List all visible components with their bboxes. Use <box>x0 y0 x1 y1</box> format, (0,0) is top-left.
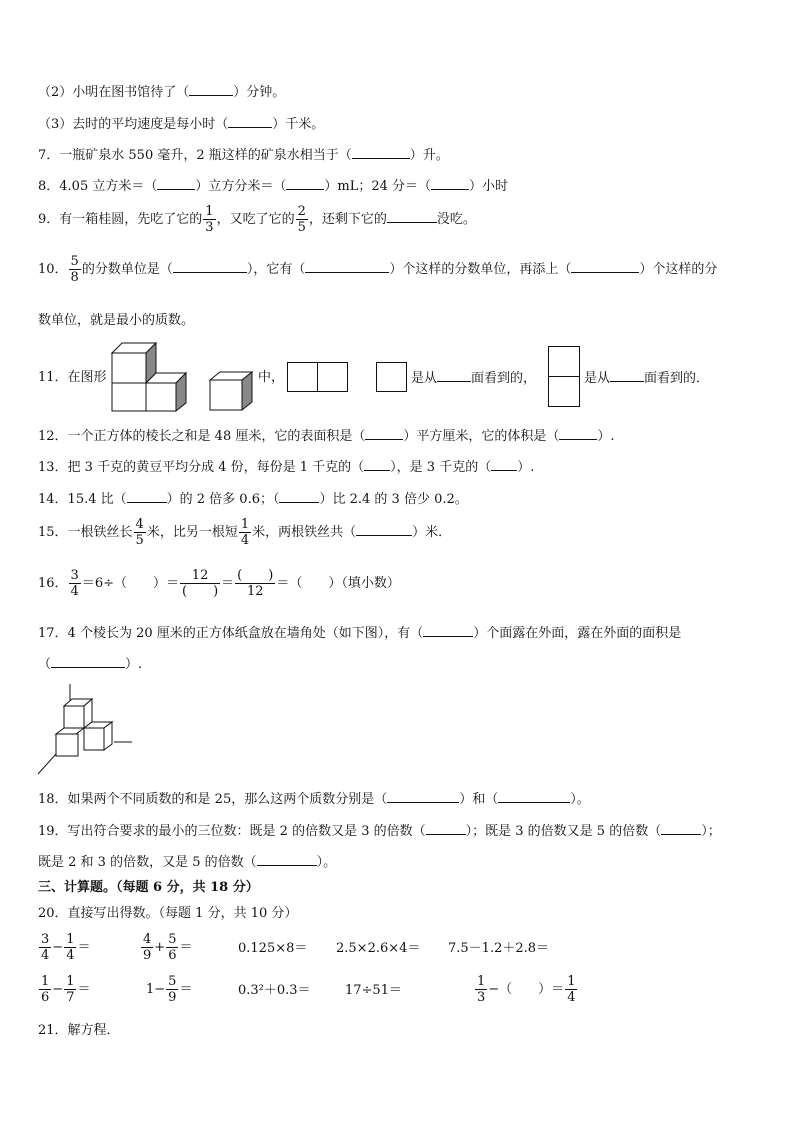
calc-b1: $\frac{1}{6}$ − $\frac{1}{7}$ ＝ <box>41 974 91 1005</box>
answer-blank[interactable] <box>189 83 233 96</box>
question-7: 7．一瓶矿泉水 550 毫升，2 瓶这样的矿泉水相当于（ ）升。 <box>38 148 449 163</box>
calc-b5: $\frac{1}{3}$ −（ ）＝ $\frac{1}{4}$ <box>477 974 576 1005</box>
question-12: 12．一个正方体的棱长之和是 48 厘米，它的表面积是（ ）平方厘米，它的体积是（ ）. <box>38 429 615 444</box>
answer-blank[interactable] <box>173 260 247 273</box>
answer-blank[interactable] <box>571 260 639 273</box>
fraction: $\frac{4}{5}$ <box>135 517 144 548</box>
question-8: 8．4.05 立方米＝（ ）立方分米＝（ ）mL；24 分＝（ ）小时 <box>38 179 509 194</box>
question-13: 13．把 3 千克的黄豆平均分成 4 份，每份是 1 千克的（ ），是 3 千克的（ ）. <box>38 460 535 475</box>
front-view-figure <box>287 362 349 394</box>
question-17: 17．4 个棱长为 20 厘米的正方体纸盒放在墙角处（如下图），有（ ）个面露在外面，露在外面的面积是 <box>38 626 682 641</box>
answer-blank[interactable] <box>286 177 324 190</box>
answer-blank[interactable] <box>498 790 570 803</box>
answer-blank[interactable] <box>305 260 389 273</box>
side-view-figure <box>376 362 408 394</box>
question-15: 15．一根铁丝长 $\frac{4}{5}$ 米，比另一根短 $\frac{1}{4}$ 米，两根铁丝共（ ）米． <box>38 517 452 548</box>
calc-b3: 0.3²＋0.3＝ <box>238 983 311 998</box>
cube-stack-figure <box>110 341 190 413</box>
question-18: 18．如果两个不同质数的和是 25，那么这两个质数分别是（ ）和（ ）。 <box>38 792 590 807</box>
single-cube-figure <box>208 370 256 412</box>
fraction: $\frac{1}{3}$ <box>205 204 214 235</box>
answer-blank[interactable] <box>157 177 195 190</box>
fraction: ( ) 12 <box>237 568 274 599</box>
question-11-label: 11．在图形 <box>38 370 107 385</box>
question-19-cont: 既是 2 和 3 的倍数，又是 5 的倍数（ ）。 <box>38 855 337 870</box>
answer-blank[interactable] <box>257 853 317 866</box>
fraction: $\frac{2}{5}$ <box>297 204 306 235</box>
calc-b4: 17÷51＝ <box>345 983 402 998</box>
answer-blank[interactable] <box>426 822 466 835</box>
answer-blank[interactable] <box>387 210 437 223</box>
answer-blank[interactable] <box>610 369 644 382</box>
question-11-part1: 是从 面看到的， <box>411 371 537 386</box>
fraction: $\frac{1}{4}$ <box>240 517 250 548</box>
answer-blank[interactable] <box>352 146 410 159</box>
question-20: 20．直接写出得数。（每题 1 分，共 10 分） <box>38 906 298 921</box>
answer-blank[interactable] <box>228 115 272 128</box>
answer-blank[interactable] <box>431 177 469 190</box>
answer-blank[interactable] <box>279 490 319 503</box>
question-17-cont: （ ）. <box>38 657 143 672</box>
q-sub2: （2）小明在图书馆待了（ ）分钟。 <box>38 85 286 100</box>
answer-blank[interactable] <box>356 523 412 536</box>
question-14: 14．15.4 比（ ）的 2 倍多 0.6；（ ）比 2.4 的 3 倍少 0.2。 <box>38 492 468 507</box>
question-16: 16． $\frac{3}{4}$ ＝6÷（ ）＝ 12 ( ) ＝ ( ) 12 ＝（ ）（填小数） <box>38 568 400 599</box>
calc-a2: $\frac{4}{9}$ + $\frac{5}{6}$ ＝ <box>143 932 193 963</box>
calc-a5: 7.5－1.2＋2.8＝ <box>448 941 550 956</box>
answer-blank[interactable] <box>559 427 597 440</box>
q-sub3: （3）去时的平均速度是每小时（ ）千米。 <box>38 117 325 132</box>
fraction: 12 ( ) <box>182 568 219 599</box>
calc-a4: 2.5×2.6×4＝ <box>336 941 421 956</box>
fraction: $\frac{3}{4}$ <box>70 568 79 599</box>
answer-blank[interactable] <box>51 655 125 668</box>
answer-blank[interactable] <box>364 458 390 471</box>
calc-a1: $\frac{3}{4}$ − $\frac{1}{4}$ ＝ <box>41 932 91 963</box>
calc-b2: 1− $\frac{5}{9}$ ＝ <box>146 974 193 1005</box>
answer-blank[interactable] <box>661 822 701 835</box>
question-9: 9．有一箱桂圆，先吃了它的 $\frac{1}{3}$ ，又吃了它的 $\frac{2}{5}$ ，还剩下它的 没吃。 <box>38 204 476 235</box>
top-view-figure <box>548 346 582 408</box>
answer-blank[interactable] <box>491 458 517 471</box>
question-19: 19．写出符合要求的最小的三位数：既是 2 的倍数又是 3 的倍数（ ）；既是 3 的倍数又是 5 的倍数（ ）； <box>38 824 721 839</box>
answer-blank[interactable] <box>437 369 471 382</box>
answer-blank[interactable] <box>387 790 459 803</box>
section-3-heading: 三、计算题。（每题 6 分，共 18 分） <box>38 880 259 895</box>
question-21: 21．解方程． <box>38 1023 120 1038</box>
corner-cubes-figure <box>38 684 134 776</box>
answer-blank[interactable] <box>365 427 403 440</box>
question-10: 10． $\frac{5}{8}$ 的分数单位是（ ），它有（ ）个这样的分数单位，再添上（ ）个这样的分 <box>38 254 718 285</box>
question-10-cont: 数单位，就是最小的质数。 <box>38 313 195 328</box>
answer-blank[interactable] <box>127 490 167 503</box>
calc-a3: 0.125×8＝ <box>238 941 308 956</box>
question-11-part2: 是从 面看到的． <box>584 371 710 386</box>
answer-blank[interactable] <box>423 624 473 637</box>
question-11-mid: 中， <box>258 370 285 385</box>
fraction: $\frac{5}{8}$ <box>70 254 79 285</box>
